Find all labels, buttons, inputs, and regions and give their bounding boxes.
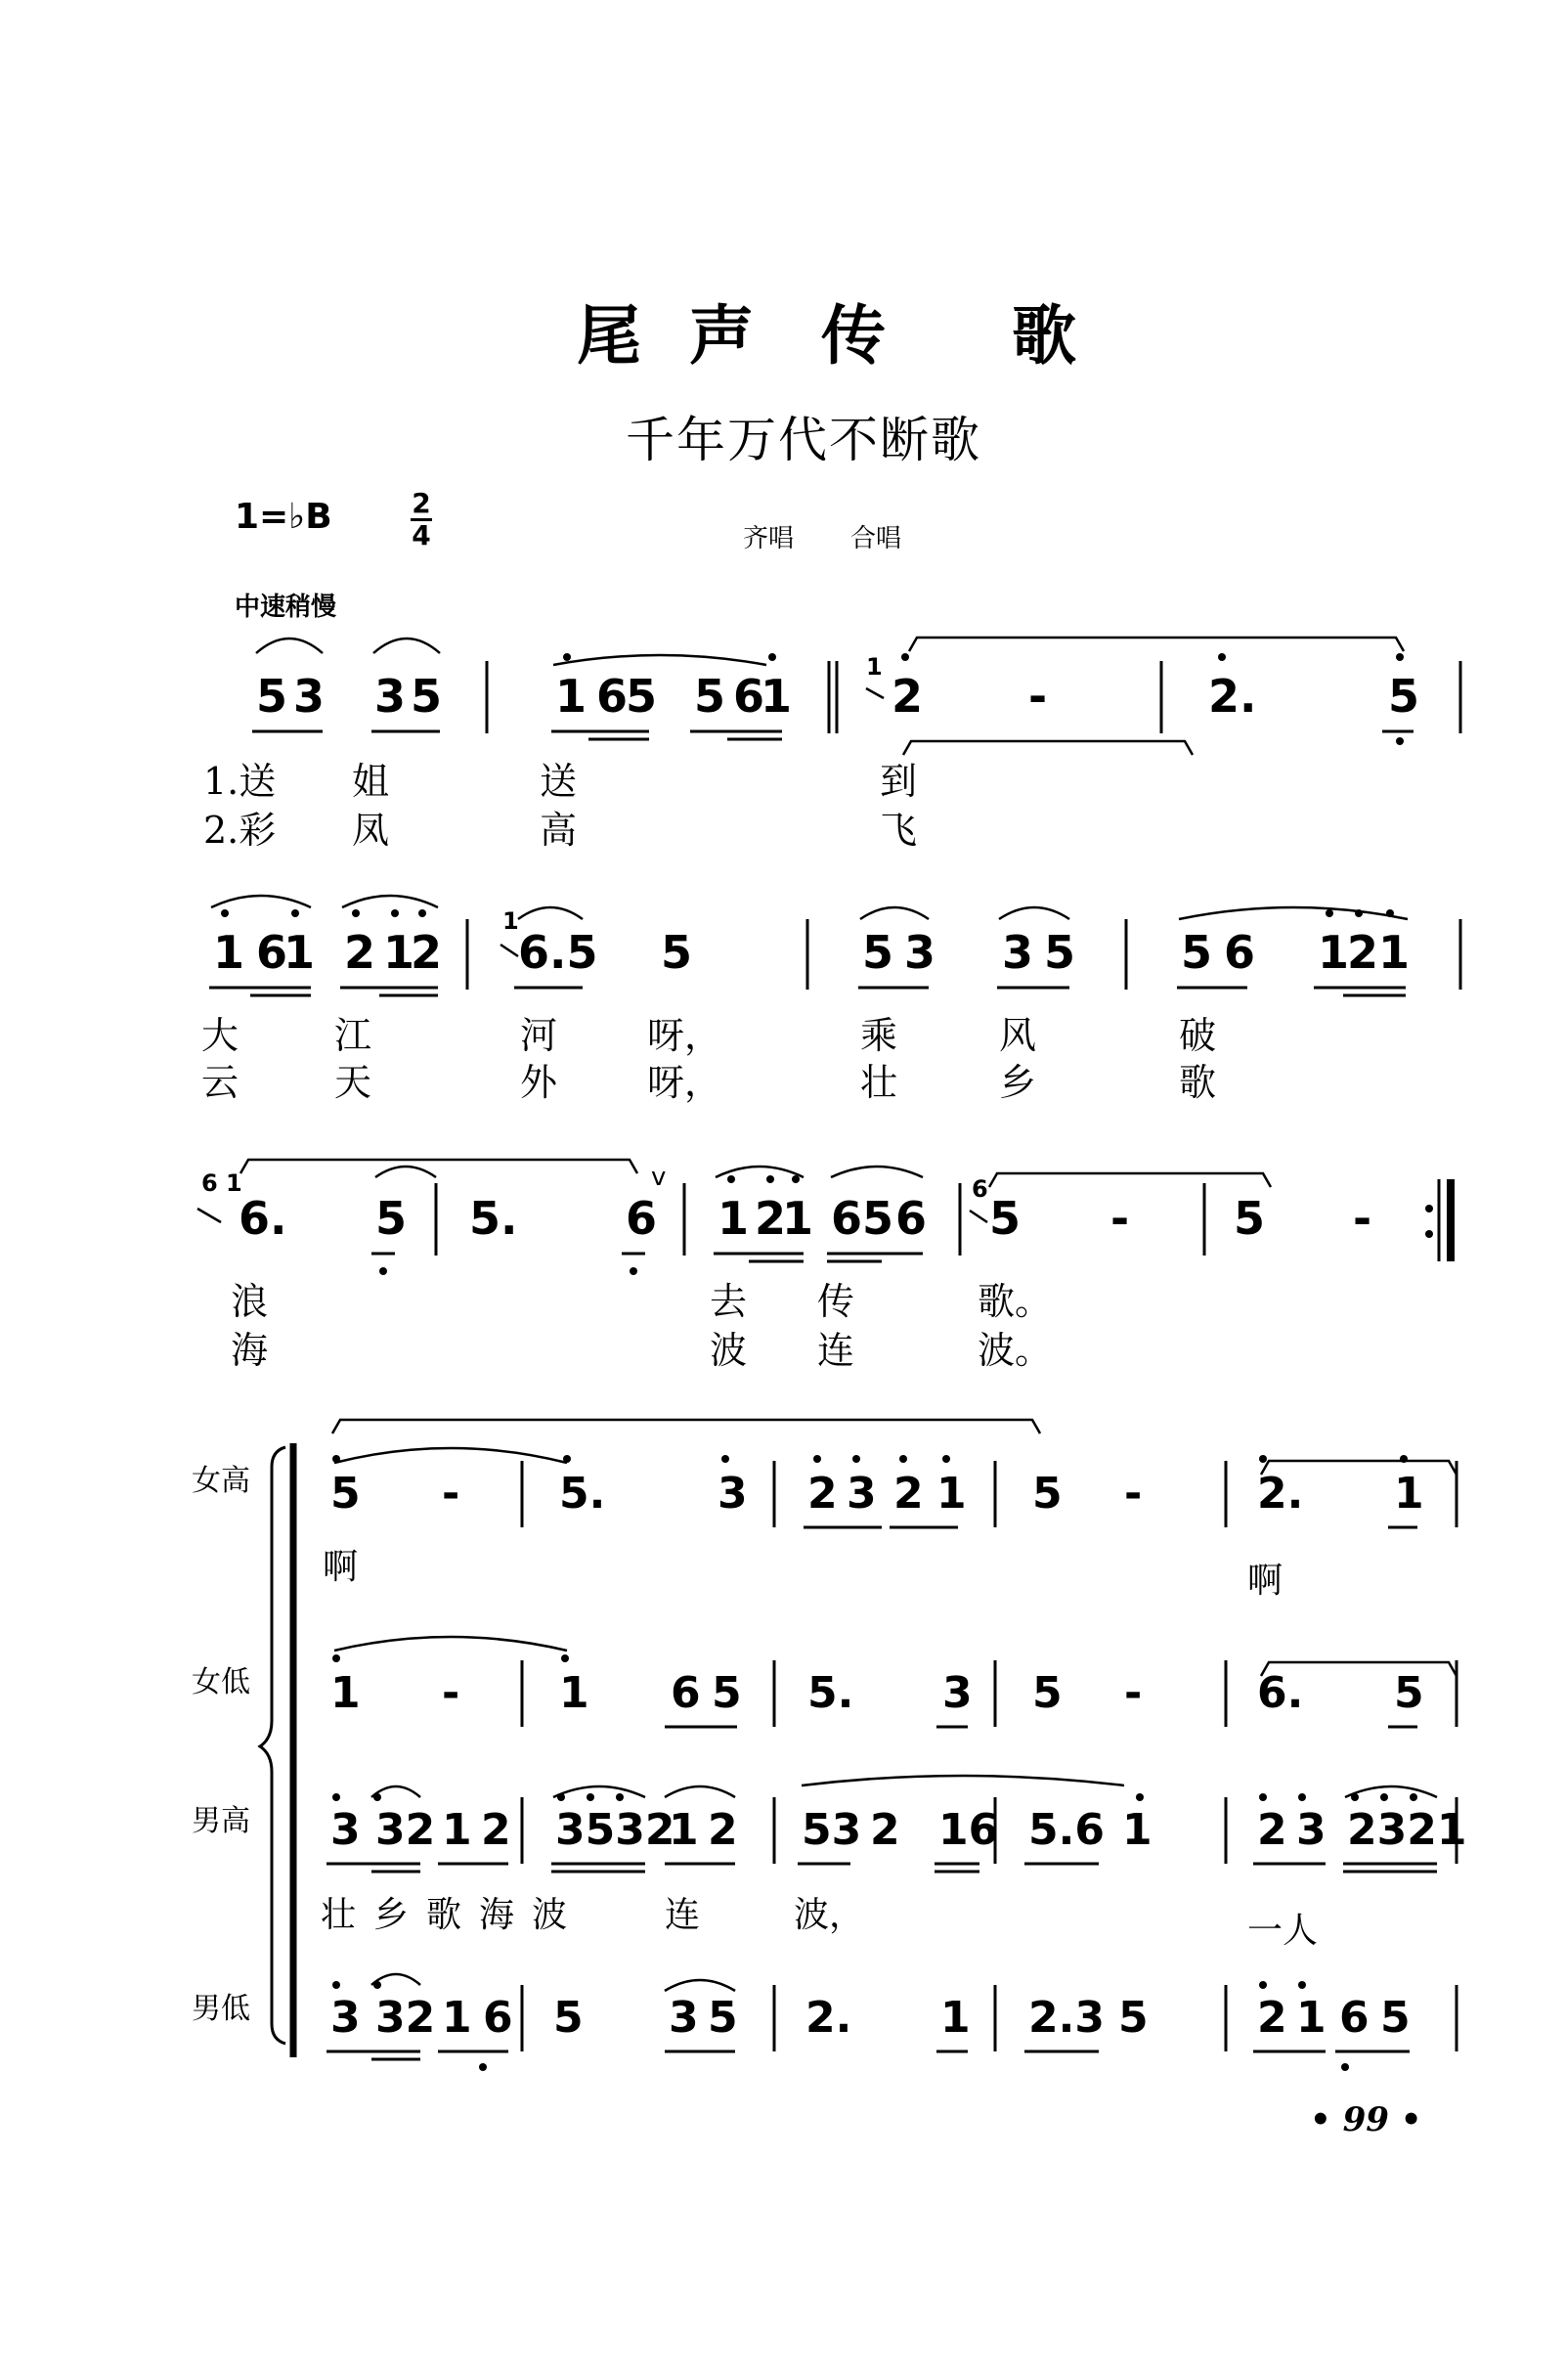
lyric-verse2: 歌 xyxy=(1179,1061,1217,1104)
lyric-verse1: 姐 xyxy=(352,760,390,803)
mode-unison: 齐唱 xyxy=(743,524,795,553)
octave-dot xyxy=(1259,1981,1267,1989)
octave-dot xyxy=(1410,1793,1417,1801)
system3-note: 5 xyxy=(1234,1192,1266,1245)
grace-stroke xyxy=(197,1209,221,1222)
meter-top: 2 xyxy=(412,487,431,519)
chorus-part2-note: 2 xyxy=(1257,1805,1287,1855)
meter-bottom: 4 xyxy=(412,519,431,551)
slur xyxy=(1345,1786,1437,1797)
octave-dot xyxy=(1259,1793,1267,1801)
slur xyxy=(553,655,766,665)
lyric-verse2: 海 xyxy=(231,1329,269,1372)
lyric-verse2: 乡 xyxy=(999,1061,1037,1104)
key-signature: 1=♭B xyxy=(235,497,332,537)
title-char: 尾 xyxy=(577,297,649,374)
slur xyxy=(665,1786,735,1797)
system3-note: 5. xyxy=(469,1192,518,1245)
system2-note: 1 xyxy=(1318,926,1350,979)
chorus-part1-note: 5. xyxy=(807,1668,854,1718)
lyric-verse1: 风 xyxy=(999,1014,1037,1057)
lyric-chorus: 一人 xyxy=(1247,1911,1319,1951)
system1-note: 5 xyxy=(626,670,658,723)
system-brace xyxy=(260,1447,285,2044)
system2-note: 1 xyxy=(283,926,316,979)
octave-dot xyxy=(616,1793,624,1801)
lyric-verse2: 2.彩 xyxy=(203,809,277,852)
octave-dot xyxy=(221,909,229,917)
octave-dot xyxy=(561,1654,569,1662)
system2-note: 1 xyxy=(383,926,415,979)
octave-dot-low xyxy=(1396,737,1404,745)
octave-dot xyxy=(1218,653,1226,661)
lyric-verse1: 歌。 xyxy=(978,1280,1053,1323)
system1-note: 5 xyxy=(411,670,443,723)
slur xyxy=(334,1637,567,1651)
system2-note: 2 xyxy=(411,926,443,979)
slur xyxy=(999,907,1069,919)
system3-note: 5 xyxy=(375,1192,408,1245)
system1-note: 1 xyxy=(555,670,587,723)
system2-note: 2 xyxy=(344,926,376,979)
title-char: 传 xyxy=(820,297,893,374)
system3-note: 5 xyxy=(989,1192,1022,1245)
chorus-part0-note: 1 xyxy=(936,1469,967,1519)
slur xyxy=(553,1786,645,1797)
system3-note: 1 xyxy=(718,1192,750,1245)
system2-note: 5 xyxy=(1181,926,1213,979)
lyric-verse2: 呀， xyxy=(647,1061,722,1104)
chorus-part3-note: 1 xyxy=(940,1993,971,2043)
chorus-part3-note: 5 xyxy=(708,1993,738,2043)
lyric-verse2: 飞 xyxy=(880,809,918,852)
octave-dot-low xyxy=(630,1267,637,1275)
chorus-part0-note: - xyxy=(1124,1469,1143,1519)
chorus-part0-note: 5 xyxy=(1032,1469,1063,1519)
part-label: 女低 xyxy=(192,1665,250,1699)
octave-dot xyxy=(792,1175,800,1183)
system2-note: 1 xyxy=(213,926,245,979)
chorus-part2-note: 3 xyxy=(1296,1805,1327,1855)
slur xyxy=(375,1167,436,1177)
slur-long-lower xyxy=(903,741,1193,755)
system3-note: 65 xyxy=(831,1192,894,1245)
grace-note: 1 xyxy=(502,907,519,935)
chorus-part0-note: 5 xyxy=(330,1469,361,1519)
octave-dot xyxy=(332,1654,340,1662)
system1-note: 2. xyxy=(1208,670,1257,723)
chorus-part2-note: 2 xyxy=(870,1805,900,1855)
octave-dot xyxy=(332,1981,340,1989)
chorus-part2-note: 2 xyxy=(481,1805,511,1855)
part-label: 女高 xyxy=(192,1464,250,1498)
chorus-part3-note: 6 xyxy=(1339,1993,1370,2043)
chorus-part0-note: 3 xyxy=(847,1469,877,1519)
system1-note: 5 xyxy=(256,670,288,723)
octave-dot xyxy=(766,1175,774,1183)
page-number: • 99 • xyxy=(1310,2100,1422,2139)
slur xyxy=(860,907,929,919)
repeat-dot xyxy=(1425,1230,1433,1238)
octave-dot xyxy=(291,909,299,917)
octave-dot xyxy=(942,1455,950,1463)
lyric-verse2: 波。 xyxy=(978,1329,1053,1372)
chorus-part1-note: 1 xyxy=(559,1668,589,1718)
lyric-chorus: 啊 xyxy=(1247,1561,1283,1601)
lyric-chorus: 连 xyxy=(665,1895,701,1935)
system2-note: 3 xyxy=(904,926,936,979)
lyric-verse2: 天 xyxy=(334,1061,372,1104)
chorus-part3-note: 5 xyxy=(1118,1993,1149,2043)
system3-note: 2 xyxy=(755,1192,787,1245)
chorus-part3-note: 5 xyxy=(1380,1993,1411,2043)
system3-note: - xyxy=(1110,1192,1130,1245)
lyric-chorus: 啊 xyxy=(323,1547,359,1587)
system2-note: 5 xyxy=(1044,926,1076,979)
chorus-part1-note: 5 xyxy=(1032,1668,1063,1718)
chorus-part1-note: 5 xyxy=(712,1668,742,1718)
slur xyxy=(373,639,440,653)
slur-long xyxy=(332,1420,1040,1433)
grace-stroke xyxy=(866,688,884,698)
system1-note: 6 xyxy=(733,670,765,723)
slur-long xyxy=(240,1160,637,1173)
system1-note: 6 xyxy=(596,670,629,723)
octave-dot-low xyxy=(1341,2063,1349,2071)
grace-note: 6 1 xyxy=(201,1169,242,1197)
chorus-part2-note: 53 xyxy=(802,1805,862,1855)
lyric-verse1: 呀， xyxy=(647,1014,722,1057)
lyric-verse1: 到 xyxy=(880,760,918,803)
system2-note: 5 xyxy=(661,926,693,979)
system2-note: 6.5 xyxy=(518,926,598,979)
chorus-part3-note: 2.3 xyxy=(1028,1993,1105,2043)
slur xyxy=(665,1980,735,1991)
lyric-verse1: 去 xyxy=(710,1280,748,1323)
slur xyxy=(1179,907,1408,919)
octave-dot xyxy=(899,1455,907,1463)
chorus-part0-note: 2. xyxy=(1257,1469,1304,1519)
chorus-part3-note: 3 xyxy=(669,1993,699,2043)
chorus-part3-note: 2. xyxy=(805,1993,852,2043)
title-char: 声 xyxy=(688,297,761,374)
chorus-part1-note: 3 xyxy=(942,1668,973,1718)
system2-note: 6 xyxy=(256,926,288,979)
chorus-part2-note: 2 xyxy=(708,1805,738,1855)
system1-note: 2 xyxy=(892,670,924,723)
part-label: 男高 xyxy=(192,1804,250,1838)
lyric-verse2: 连 xyxy=(817,1329,855,1372)
tempo-marking: 中速稍慢 xyxy=(235,593,337,622)
lyric-chorus: 波， xyxy=(794,1895,865,1935)
part-label: 男低 xyxy=(192,1992,250,2026)
lyric-verse2: 凤 xyxy=(352,809,390,852)
octave-dot xyxy=(813,1455,821,1463)
system1-note: - xyxy=(1028,670,1048,723)
chorus-part3-note: 5 xyxy=(553,1993,584,2043)
lyric-verse1: 送 xyxy=(540,760,578,803)
slur xyxy=(831,1167,923,1177)
octave-dot xyxy=(1259,1455,1267,1463)
slur xyxy=(211,896,311,907)
repeat-dot xyxy=(1425,1205,1433,1212)
octave-dot xyxy=(1396,653,1404,661)
system3-note: 6. xyxy=(239,1192,287,1245)
chorus-part2-note: 5.6 xyxy=(1028,1805,1105,1855)
lyric-verse1: 江 xyxy=(334,1014,372,1057)
octave-dot xyxy=(563,653,571,661)
chorus-part3-note: 1 xyxy=(1296,1993,1327,2043)
chorus-part2-note: 3532 xyxy=(555,1805,675,1855)
slur xyxy=(518,907,583,919)
system3-note: 6 xyxy=(626,1192,658,1245)
chorus-part3-note: 6 xyxy=(483,1993,513,2043)
chorus-part1-note: 5 xyxy=(1394,1668,1424,1718)
chorus-part0-note: - xyxy=(442,1469,460,1519)
system2-note: 5 xyxy=(862,926,894,979)
system2-note: 2 xyxy=(1347,926,1379,979)
lyric-verse1: 破 xyxy=(1179,1014,1217,1057)
system1-note: 5 xyxy=(694,670,726,723)
title-char: 歌 xyxy=(1011,297,1084,374)
slur-long xyxy=(989,1173,1271,1187)
score-subtitle: 千年万代不断歌 xyxy=(626,412,981,468)
octave-dot xyxy=(901,653,909,661)
slur xyxy=(342,896,438,907)
system1-note: 3 xyxy=(293,670,326,723)
lyric-verse1: 浪 xyxy=(231,1280,269,1323)
octave-dot xyxy=(852,1455,860,1463)
slur-long xyxy=(909,638,1404,651)
chorus-part2-note: 1 xyxy=(1122,1805,1153,1855)
system2-note: 1 xyxy=(1378,926,1411,979)
system2-note: 3 xyxy=(1002,926,1034,979)
lyric-verse2: 波 xyxy=(710,1329,748,1372)
octave-dot xyxy=(1380,1793,1388,1801)
chorus-part3-note: 32 xyxy=(375,1993,436,2043)
chorus-part2-note: 3 xyxy=(330,1805,361,1855)
slur xyxy=(256,639,323,653)
chorus-part1-note: - xyxy=(442,1668,460,1718)
octave-dot xyxy=(727,1175,735,1183)
chorus-part2-note: 1 xyxy=(442,1805,472,1855)
system3-note: 1 xyxy=(782,1192,814,1245)
chorus-part2-note: 32 xyxy=(375,1805,436,1855)
chorus-part1-note: 6. xyxy=(1257,1668,1304,1718)
chorus-part3-note: 1 xyxy=(442,1993,472,2043)
lyric-verse1: 河 xyxy=(520,1014,558,1057)
chorus-part2-note: 16 xyxy=(938,1805,999,1855)
breath-mark: v xyxy=(651,1163,667,1192)
lyric-verse1: 大 xyxy=(201,1014,239,1057)
octave-dot xyxy=(1326,909,1333,917)
chorus-part1-note: - xyxy=(1124,1668,1143,1718)
octave-dot-low xyxy=(379,1267,387,1275)
lyric-verse2: 壮 xyxy=(860,1061,898,1104)
chorus-part2-note: 1 xyxy=(669,1805,699,1855)
lyric-verse1: 乘 xyxy=(860,1014,898,1057)
chorus-part0-note: 3 xyxy=(718,1469,748,1519)
chorus-part0-note: 5. xyxy=(559,1469,606,1519)
grace-note: 6 xyxy=(972,1175,988,1203)
lyric-verse1: 传 xyxy=(817,1280,855,1323)
octave-dot xyxy=(721,1455,729,1463)
octave-dot xyxy=(1136,1793,1144,1801)
system3-note: 6 xyxy=(895,1192,928,1245)
grace-note: 1 xyxy=(866,653,883,681)
lyric-verse2: 高 xyxy=(540,809,578,852)
grace-stroke xyxy=(500,945,518,956)
system2-note: 6 xyxy=(1224,926,1256,979)
octave-dot xyxy=(418,909,426,917)
octave-dot xyxy=(1298,1793,1306,1801)
lyric-verse2: 云 xyxy=(201,1061,239,1104)
octave-dot xyxy=(352,909,360,917)
system1-note: 1 xyxy=(761,670,793,723)
system3-note: - xyxy=(1353,1192,1372,1245)
chorus-part3-note: 2 xyxy=(1257,1993,1287,2043)
chorus-part1-note: 6 xyxy=(671,1668,701,1718)
lyric-verse2: 外 xyxy=(520,1061,558,1104)
lyric-chorus: 壮乡歌海波 xyxy=(321,1895,586,1935)
mode-chorus: 合唱 xyxy=(850,524,902,553)
chorus-part0-note: 2 xyxy=(893,1469,924,1519)
chorus-part1-note: 1 xyxy=(330,1668,361,1718)
system1-note: 3 xyxy=(374,670,407,723)
chorus-part3-note: 3 xyxy=(330,1993,361,2043)
slur xyxy=(334,1448,567,1463)
slur xyxy=(716,1167,804,1177)
grace-stroke xyxy=(970,1211,987,1222)
octave-dot-low xyxy=(479,2063,487,2071)
octave-dot xyxy=(332,1793,340,1801)
system1-note: 5 xyxy=(1388,670,1420,723)
chorus-part2-note: 2321 xyxy=(1347,1805,1467,1855)
octave-dot xyxy=(391,909,399,917)
slur xyxy=(802,1776,1124,1785)
octave-dot xyxy=(587,1793,594,1801)
chorus-part0-note: 2 xyxy=(807,1469,838,1519)
octave-dot xyxy=(768,653,776,661)
lyric-verse1: 1.送 xyxy=(203,760,277,803)
octave-dot xyxy=(1298,1981,1306,1989)
chorus-part0-note: 1 xyxy=(1394,1469,1424,1519)
